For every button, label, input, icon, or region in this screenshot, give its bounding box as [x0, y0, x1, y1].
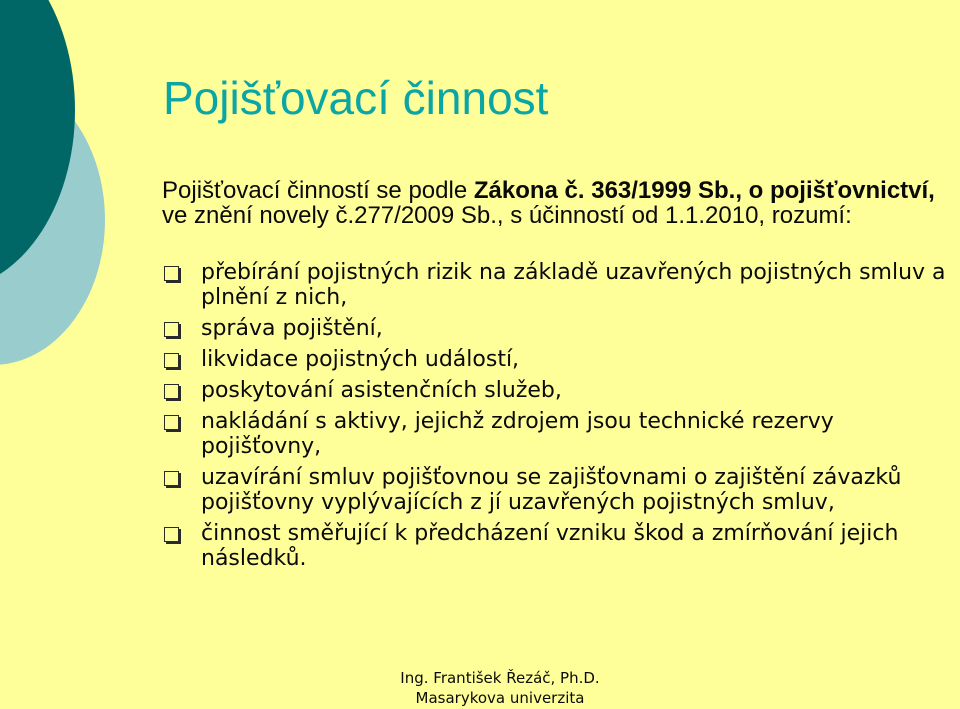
slide-title: Pojišťovací činnost [163, 72, 549, 124]
list-item-text: likvidace pojistných událostí, [201, 347, 520, 372]
list-item [162, 316, 952, 341]
intro-text-end: ve znění novely č.277/2009 Sb., s účinností od 1.1.2010, rozumí: [162, 202, 852, 229]
list-item-text: uzavírání smluv pojišťovnou se zajišťovnami o zajištění závazků pojišťovny vyplývajících z jí uzavřených pojistných smluv, [201, 465, 902, 515]
checkbox-bullet-icon [164, 266, 179, 281]
checkbox-bullet-icon [164, 415, 179, 430]
list-item-text: poskytování asistenčních služeb, [201, 378, 562, 403]
checkbox-bullet-icon [164, 353, 179, 368]
list-item [162, 347, 952, 372]
footer-institution: Masarykova univerzita [415, 689, 585, 707]
list-item [162, 260, 952, 310]
list-item [162, 521, 952, 571]
slide-footer [380, 668, 620, 708]
list-item [162, 409, 952, 459]
list-item-text: přebírání pojistných rizik na základě uzavřených pojistných smluv a plnění z nich, [201, 260, 946, 310]
list-item-text: činnost směřující k předcházení vzniku škod a zmírňování jejich následků. [201, 521, 899, 571]
footer-author: Ing. František Řezáč, Ph.D. [400, 669, 600, 687]
list-item [162, 465, 952, 515]
intro-paragraph [162, 178, 952, 228]
checkbox-bullet-icon [164, 527, 179, 542]
law-reference: Zákona č. 363/1999 Sb., o pojišťovnictví, [473, 177, 935, 204]
list-item-text: správa pojištění, [201, 316, 383, 341]
checkbox-bullet-icon [164, 322, 179, 337]
checkbox-bullet-icon [164, 384, 179, 399]
intro-text-start: Pojišťovací činností se podle [162, 177, 474, 204]
activity-list [162, 260, 952, 577]
checkbox-bullet-icon [164, 471, 179, 486]
list-item-text: nakládání s aktivy, jejichž zdrojem jsou technické rezervy pojišťovny, [201, 409, 834, 459]
list-item [162, 378, 952, 403]
